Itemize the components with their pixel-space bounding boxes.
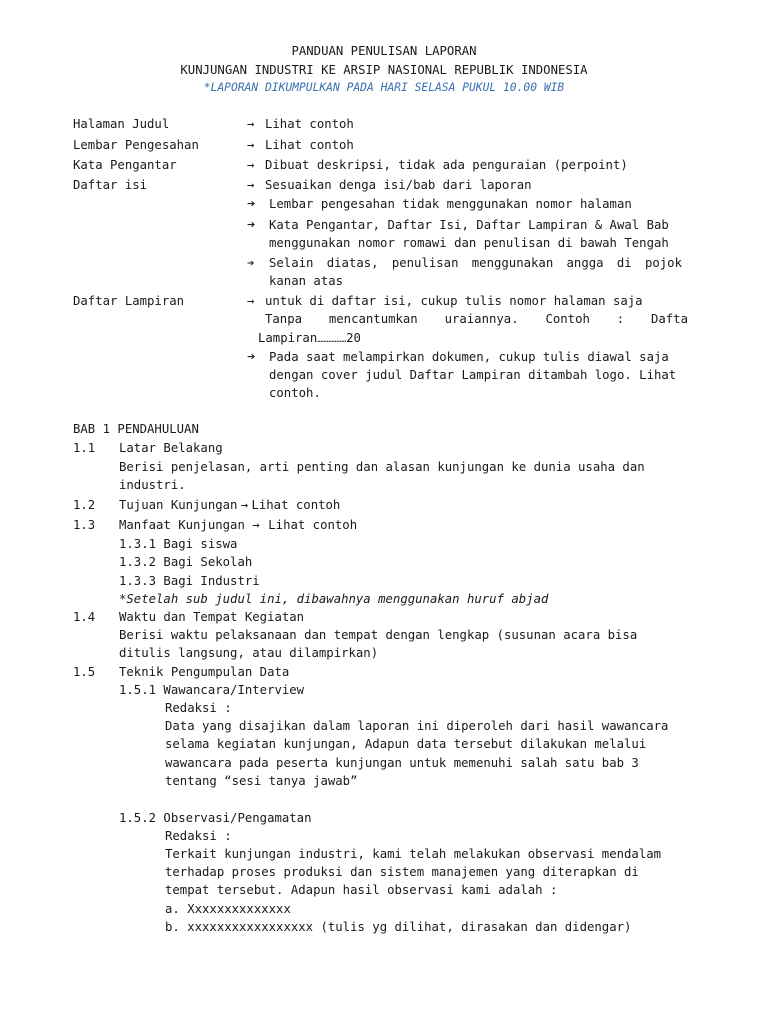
daftar-isi-desc: → Sesuaikan denga isi/bab dari laporan <box>247 178 532 192</box>
halaman-judul-label: Halaman Judul <box>73 117 170 131</box>
daftar-lampiran-bullet: ➔ Pada saat melampirkan dokumen, cukup tulis diawal saja <box>247 349 669 365</box>
kata-pengantar-label: Kata Pengantar <box>73 158 177 172</box>
section-1-4-text: Berisi waktu pelaksanaan dan tempat dengan lengkap (susunan acara bisa <box>119 628 638 642</box>
daftar-lampiran-example: Lampiran………………20 <box>258 331 361 345</box>
section-1-5-2: 1.5.2 Observasi/Pengamatan <box>119 811 312 825</box>
section-1-3-number: 1.3 <box>73 518 96 532</box>
document-title: PANDUAN PENULISAN LAPORAN <box>291 44 477 58</box>
daftar-isi-bullet-3-cont: kanan atas <box>269 274 344 288</box>
kata-pengantar-desc: → Dibuat deskripsi, tidak ada penguraian (perpoint) <box>247 158 628 172</box>
section-1-3-3: 1.3.3 Bagi Industri <box>119 574 260 588</box>
section-1-5-number: 1.5 <box>73 665 96 679</box>
arrow-icon: → <box>240 498 249 512</box>
daftar-isi-bullet-3: Selain diatas, penulisan menggunakan angga di pojok <box>269 256 682 270</box>
arrow-icon: → <box>247 117 255 131</box>
submission-note: *LAPORAN DIKUMPULKAN PADA HARI SELASA PUKUL 10.00 WIB <box>203 81 565 94</box>
section-1-1-text-cont: industri. <box>119 478 186 492</box>
daftar-isi-bullet-1: ➔ Lembar pengesahan tidak menggunakan nomor halaman <box>247 196 632 212</box>
section-1-3-title: Manfaat Kunjungan → Lihat contoh <box>119 518 358 532</box>
daftar-lampiran-desc-cont: Tanpa mencantumkan uraiannya. Contoh : Dafta <box>265 312 688 326</box>
section-1-5-2-redaksi: Redaksi : <box>165 829 232 843</box>
section-1-2-number: 1.2 <box>73 498 96 512</box>
section-1-3-1: 1.3.1 Bagi siswa <box>119 537 238 551</box>
section-1-5-1-text-4: tentang “sesi tanya jawab” <box>165 774 358 788</box>
arrow-icon: → <box>247 138 255 152</box>
arrow-icon: → <box>247 294 255 308</box>
lembar-pengesahan-desc: → Lihat contoh <box>247 138 354 152</box>
section-1-5-1-text-3: wawancara pada peserta kunjungan untuk memenuhi salah satu bab 3 <box>165 756 639 770</box>
bab1-heading: BAB 1 PENDAHULUAN <box>73 422 199 436</box>
arrow-icon: → <box>247 178 255 192</box>
section-1-5-1-text-2: selama kegiatan kunjungan, Adapun data tersebut dilakukan melalui <box>165 737 647 751</box>
halaman-judul-desc: → Lihat contoh <box>247 117 354 131</box>
section-1-5-2-text: Terkait kunjungan industri, kami telah melakukan observasi mendalam <box>165 847 662 861</box>
arrow-icon: → <box>247 158 255 172</box>
section-1-1-text: Berisi penjelasan, arti penting dan alasan kunjungan ke dunia usaha dan <box>119 460 645 474</box>
section-1-5-1-text: Data yang disajikan dalam laporan ini diperoleh dari hasil wawancara <box>165 719 669 733</box>
document-subtitle: KUNJUNGAN INDUSTRI KE ARSIP NASIONAL REPUBLIK INDONESIA <box>180 63 588 77</box>
bold-arrow-icon: ➔ <box>247 217 256 233</box>
daftar-isi-bullet-2-cont: menggunakan nomor romawi dan penulisan di bawah Tengah <box>269 236 669 250</box>
daftar-lampiran-desc: → untuk di daftar isi, cukup tulis nomor halaman saja <box>247 294 643 308</box>
section-1-5-title: Teknik Pengumpulan Data <box>119 665 290 679</box>
section-1-3-2: 1.3.2 Bagi Sekolah <box>119 555 253 569</box>
section-1-5-1: 1.5.1 Wawancara/Interview <box>119 683 305 697</box>
daftar-lampiran-bullet-cont-1: dengan cover judul Daftar Lampiran ditambah logo. Lihat <box>269 368 677 382</box>
section-1-5-1-redaksi: Redaksi : <box>165 701 232 715</box>
bold-arrow-icon: ➔ <box>247 256 255 270</box>
daftar-lampiran-bullet-cont-2: contoh. <box>269 386 321 400</box>
bold-arrow-icon: ➔ <box>247 349 256 365</box>
section-1-4-number: 1.4 <box>73 610 96 624</box>
section-1-5-2-text-3: tempat tersebut. Adapun hasil observasi kami adalah : <box>165 883 558 897</box>
section-1-4-title: Waktu dan Tempat Kegiatan <box>119 610 305 624</box>
daftar-isi-bullet-2: ➔ Kata Pengantar, Daftar Isi, Daftar Lampiran & Awal Bab <box>247 217 669 233</box>
section-1-1-title: Latar Belakang <box>119 441 223 455</box>
section-1-5-2-item-b: b. xxxxxxxxxxxxxxxxx (tulis yg dilihat, dirasakan dan didengar) <box>165 920 632 934</box>
section-1-5-2-item-a: a. Xxxxxxxxxxxxxx <box>165 902 291 916</box>
daftar-isi-label: Daftar isi <box>73 178 148 192</box>
lembar-pengesahan-label: Lembar Pengesahan <box>73 138 199 152</box>
section-1-4-text-cont: ditulis langsung, atau dilampirkan) <box>119 646 379 660</box>
section-1-2-title: Tujuan Kunjungan → Lihat contoh <box>119 498 341 512</box>
section-1-5-2-text-2: terhadap proses produksi dan sistem manajemen yang diterapkan di <box>165 865 639 879</box>
section-1-3-note: *Setelah sub judul ini, dibawahnya menggunakan huruf abjad <box>119 592 549 606</box>
arrow-icon: → <box>252 518 260 532</box>
section-1-1-number: 1.1 <box>73 441 96 455</box>
daftar-lampiran-label: Daftar Lampiran <box>73 294 185 308</box>
bold-arrow-icon: ➔ <box>247 196 256 212</box>
